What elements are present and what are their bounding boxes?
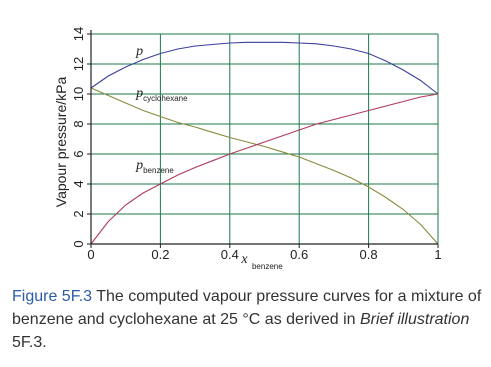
y-tick-label: 12 [71, 56, 86, 72]
x-axis-label [240, 250, 283, 271]
gridlines [91, 34, 438, 244]
y-tick-label: 14 [71, 26, 86, 42]
x-tick-label: 0.4 [220, 247, 239, 262]
curve-label-symbol: p [136, 44, 144, 59]
curve-label-total [135, 44, 143, 59]
x-axis-label-subscript: benzene [251, 262, 283, 271]
y-tick-label: 2 [71, 210, 86, 218]
x-tick-label: 0.8 [359, 247, 378, 262]
curve-label-subscript: cyclohexane [143, 94, 188, 103]
curve-label-benzene [135, 158, 174, 175]
x-tick-label: 0.6 [290, 247, 309, 262]
y-tick-label: 4 [71, 180, 86, 188]
curve-label-subscript: benzene [143, 166, 174, 175]
caption-text: The computed vapour pressure curves for a mixture of benzene and cyclohexane at 25 °C as derived in [12, 288, 482, 328]
caption-text-end: 5F.3. [12, 334, 47, 351]
caption-italic: Brief illustration [359, 311, 470, 328]
x-axis-label-symbol: x [241, 252, 248, 267]
x-tick-label: 0.2 [151, 247, 170, 262]
x-tick-label: 0 [87, 247, 95, 262]
figure-caption [12, 285, 482, 354]
y-axis-label: Vapour pressure/kPa [53, 76, 69, 208]
figure-number: Figure 5F.3 [12, 288, 93, 305]
curve-label-cyclohexane [135, 86, 188, 103]
x-tick-label: 1 [434, 247, 442, 262]
y-tick-label: 8 [71, 120, 86, 128]
y-tick-label: 0 [71, 240, 86, 248]
y-tick-label: 6 [71, 150, 86, 158]
curve-label-symbol: p [136, 86, 144, 101]
curve-label-symbol: p [136, 158, 144, 173]
y-tick-label: 10 [71, 86, 86, 102]
axes [87, 30, 438, 248]
